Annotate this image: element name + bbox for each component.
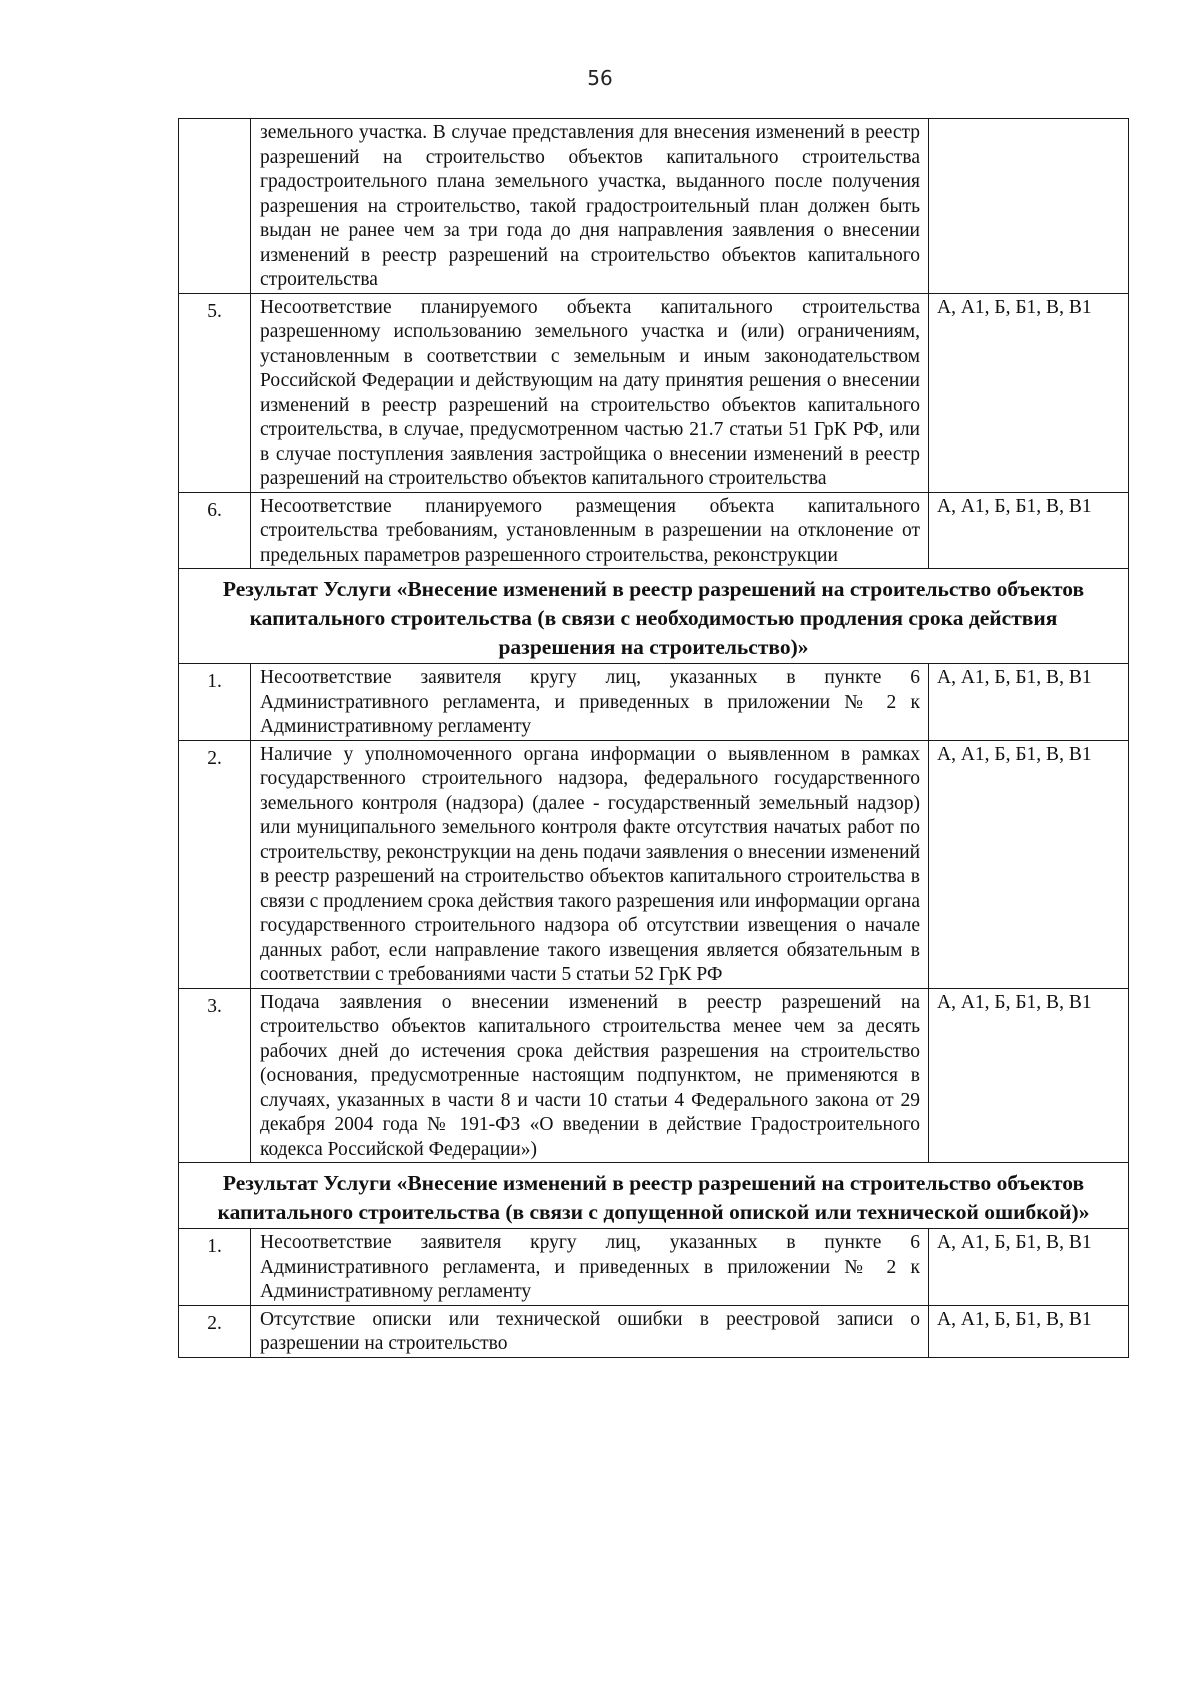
row-text: Несоответствие планируемого объекта капитального строительства разрешенному использованию земельного участка и (или) ограничениям, установленным в соответствии с земельным и иным законодательством Российской Федерации и действующим на дату принятия решения о внесении изменений в реестр разрешений на строительство объектов капитального строительства, в случае, предусмотренном частью 21.7 статьи 51 ГрК РФ, или в случае поступления заявления застройщика о внесении изменений в реестр разрешений на строительство объектов капитального строительства bbox=[251, 293, 929, 492]
page-number: 56 bbox=[587, 66, 613, 90]
row-number: 2. bbox=[179, 740, 251, 988]
row-text: Несоответствие заявителя кругу лиц, указанных в пункте 6 Административного регламента, и приведенных в приложении № 2 к Административному регламенту bbox=[251, 1229, 929, 1306]
table-row bbox=[179, 293, 1129, 492]
table-row bbox=[179, 988, 1129, 1163]
section-header-row bbox=[179, 569, 1129, 664]
table-row bbox=[179, 492, 1129, 569]
row-text: Отсутствие описки или технической ошибки в реестровой записи о разрешении на строительство bbox=[251, 1305, 929, 1357]
table-row bbox=[179, 1229, 1129, 1306]
row-text: земельного участка. В случае представления для внесения изменений в реестр разрешений на строительство объектов капитального строительства градостроительного плана земельного участка, выданного после получения разрешения на строительство, такой градостроительный план должен быть выдан не ранее чем за три года до дня направления заявления о внесении изменений в реестр разрешений на строительство объектов капитального строительства bbox=[251, 119, 929, 294]
section-title-extension: Результат Услуги «Внесение изменений в реестр разрешений на строительство объектов капитального строительства (в связи с необходимостью продления срока действия разрешения на строительство)» bbox=[179, 569, 1129, 664]
table-row bbox=[179, 1305, 1129, 1357]
refusal-grounds-table bbox=[178, 118, 1129, 1358]
table-row bbox=[179, 119, 1129, 294]
row-number bbox=[179, 119, 251, 294]
section-header-row bbox=[179, 1163, 1129, 1229]
row-text: Наличие у уполномоченного органа информации о выявленном в рамках государственного строительного надзора, федерального государственного земельного контроля (надзора) (далее - государственный земельный надзор) или муниципального земельного контроля факте отсутствия начатых работ по строительству, реконструкции на день подачи заявления о внесении изменений в реестр разрешений на строительство объектов капитального строительства в связи с продлением срока действия такого разрешения или информации органа государственного строительного надзора об отсутствии извещения о начале данных работ, если направление такого извещения является обязательным в соответствии с требованиями части 5 статьи 52 ГрК РФ bbox=[251, 740, 929, 988]
table-row bbox=[179, 740, 1129, 988]
row-categories bbox=[929, 119, 1129, 294]
row-categories: А, А1, Б, Б1, В, В1 bbox=[929, 988, 1129, 1163]
row-categories: А, А1, Б, Б1, В, В1 bbox=[929, 740, 1129, 988]
table-row bbox=[179, 664, 1129, 741]
row-categories: А, А1, Б, Б1, В, В1 bbox=[929, 1229, 1129, 1306]
row-categories: А, А1, Б, Б1, В, В1 bbox=[929, 492, 1129, 569]
row-number: 1. bbox=[179, 1229, 251, 1306]
row-categories: А, А1, Б, Б1, В, В1 bbox=[929, 293, 1129, 492]
row-text: Несоответствие планируемого размещения объекта капитального строительства требованиям, установленным в разрешении на отклонение от предельных параметров разрешенного строительства, реконструкции bbox=[251, 492, 929, 569]
row-categories: А, А1, Б, Б1, В, В1 bbox=[929, 1305, 1129, 1357]
row-number: 6. bbox=[179, 492, 251, 569]
row-text: Несоответствие заявителя кругу лиц, указанных в пункте 6 Административного регламента, и приведенных в приложении № 2 к Административному регламенту bbox=[251, 664, 929, 741]
row-number: 1. bbox=[179, 664, 251, 741]
row-categories: А, А1, Б, Б1, В, В1 bbox=[929, 664, 1129, 741]
section-title-typo: Результат Услуги «Внесение изменений в реестр разрешений на строительство объектов капитального строительства (в связи с допущенной опиской или технической ошибкой)» bbox=[179, 1163, 1129, 1229]
row-number: 3. bbox=[179, 988, 251, 1163]
row-text: Подача заявления о внесении изменений в реестр разрешений на строительство объектов капитального строительства менее чем за десять рабочих дней до истечения срока действия разрешения на строительство (основания, предусмотренные настоящим подпунктом, не применяются в случаях, указанных в части 8 и части 10 статьи 4 Федерального закона от 29 декабря 2004 года № 191-ФЗ «О введении в действие Градостроительного кодекса Российской Федерации») bbox=[251, 988, 929, 1163]
row-number: 5. bbox=[179, 293, 251, 492]
row-number: 2. bbox=[179, 1305, 251, 1357]
